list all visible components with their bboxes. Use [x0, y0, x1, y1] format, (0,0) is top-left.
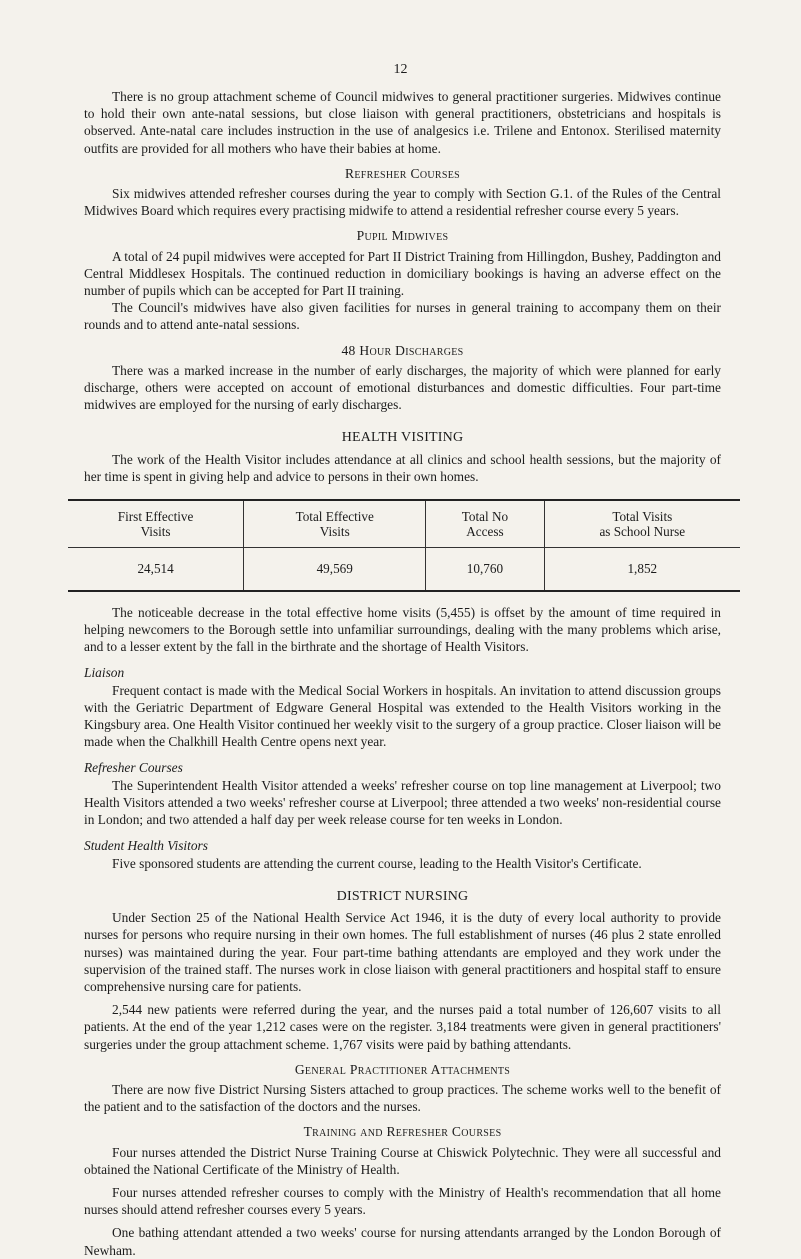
gp-attachments-text: There are now five District Nursing Sisters attached to group practices. The scheme works well to the benefit of the patient and to the satisfaction of the doctors and the nurses.: [84, 1081, 721, 1115]
gp-attachments-heading: General Practitioner Attachments: [294, 1061, 511, 1077]
table-header-cell: Total Visits as School Nurse: [544, 500, 740, 548]
training-paragraph: Four nurses attended the District Nurse Training Course at Chiswick Polytechnic. They were all successful and obtained the National Certificate of the Ministry of Health.: [84, 1144, 721, 1177]
training-paragraph: Four nurses attended refresher courses to comply with the Ministry of Health's recommendation that all home nurses should attend refresher courses every 5 years.: [84, 1184, 721, 1218]
table-cell: 49,569: [244, 548, 426, 592]
intro-paragraph: There is no group attachment scheme of Council midwives to general practitioner surgeries. Midwives continue to hold their own ante-natal sessions, but close liaison with general practitioners, obstetricians and hospitals is observed. Ante-natal care includes instruction in the use of analgesics i.e. Trilene and Entonox. Sterilised maternity outfits are provided for all mothers who have their babies at home.: [84, 89, 721, 156]
health-visiting-heading: HEALTH VISITING: [341, 430, 464, 446]
refresher-courses-text: Six midwives attended refresher courses during the year to comply with Section G.1. of the Rules of the Central Midwives Board which requires every practising midwife to attend a residential refresher course every 5 years.: [84, 186, 721, 219]
student-hv-heading: Student Health Visitors: [84, 837, 208, 853]
health-visiting-intro: The work of the Health Visitor includes attendance at all clinics and school health sessions, but the majority of her time is spent in giving help and advice to persons in their own homes.: [84, 451, 721, 484]
table-row: [68, 548, 740, 592]
training-paragraph: One bathing attendant attended a two weeks' course for nursing attendants arranged by the London Borough of Newham.: [84, 1225, 721, 1258]
discharges-heading: 48 Hour Discharges: [341, 342, 464, 358]
table-header-cell: First Effective Visits: [117, 509, 194, 540]
pupil-midwives-paragraph: The Council's midwives have also given facilities for nurses in general training to accompany them on their rounds and to attend ante-natal sessions.: [84, 300, 721, 333]
liaison-heading: Liaison: [84, 664, 125, 680]
page-number: 12: [393, 62, 408, 77]
discharges-text: There was a marked increase in the number of early discharges, the majority of which were planned for early discharge, others were accepted on account of emotional disturbances and domestic difficulties. Four part-time midwives are employed for the nursing of early discharges.: [84, 362, 721, 413]
table-cell: 1,852: [544, 548, 740, 592]
refresher-courses-heading: Refresher Courses: [345, 165, 460, 181]
table-header-cell: Total No Access: [426, 500, 544, 548]
liaison-text: Frequent contact is made with the Medical Social Workers in hospitals. An invitation to attend discussion groups with the Geriatric Department of Edgware General Hospital was extended to the Health Visitors working in the Kingsbury area. One Health Visitor continued her weekly visit to the surgery of a group practice. Closer liaison will be made when the Chalkhill Health Centre opens next year.: [84, 682, 721, 750]
training-heading: Training and Refresher Courses: [303, 1124, 502, 1140]
health-visiting-after-table: The noticeable decrease in the total effective home visits (5,455) is offset by the amount of time required in helping newcomers to the Borough settle into unfamiliar surroundings, dealing with the many problems which arise, and to a lesser extent by the fall in the birthrate and the shortage of Health Visitors.: [84, 605, 721, 655]
district-nursing-paragraph: Under Section 25 of the National Health Service Act 1946, it is the duty of every local authority to provide nurses for persons who require nursing in their own homes. The full establishment of nurses (46 plus 2 state enrolled nurses) was maintained during the year. Four part-time bathing attendants are employed and they work under the supervision of the trained staff. The nurses work in close liaison with general practitioners and hospital staff to ensure comprehensive nursing care for patients.: [84, 910, 721, 994]
pupil-midwives-heading: Pupil Midwives: [356, 228, 449, 244]
table-header-cell: Total Effective Visits: [244, 500, 426, 548]
pupil-midwives-paragraph: A total of 24 pupil midwives were accepted for Part II District Training from Hillingdon, Bushey, Paddington and Central Middlesex Hospitals. The continued reduction in domiciliary bookings is having an adverse effect on the number of pupils which can be accepted for Part II training.: [84, 248, 721, 299]
page-body: [84, 88, 721, 1259]
hv-refresher-text: The Superintendent Health Visitor attended a weeks' refresher course on top line management at Liverpool; two Health Visitors attended a two weeks' refresher course at Liverpool; three attended a two weeks' non-residential course in London; and two attended a half day per week release course for ten weeks in London.: [84, 777, 721, 828]
health-visiting-table: [68, 499, 740, 592]
table-cell: 10,760: [426, 548, 544, 592]
student-hv-text: Five sponsored students are attending the current course, leading to the Health Visitor's Certificate.: [112, 855, 642, 871]
table-cell: 24,514: [137, 561, 174, 577]
hv-refresher-heading: Refresher Courses: [84, 759, 183, 775]
district-nursing-heading: DISTRICT NURSING: [336, 888, 469, 904]
district-nursing-paragraph: 2,544 new patients were referred during the year, and the nurses paid a total number of 126,607 visits to all patients. At the end of the year 1,212 cases were on the register. 3,184 treatments were given in general practitioners' surgeries under the group attachment scheme. 1,767 visits were paid by bathing attendants.: [84, 1002, 721, 1052]
table-header-row: [68, 500, 740, 548]
